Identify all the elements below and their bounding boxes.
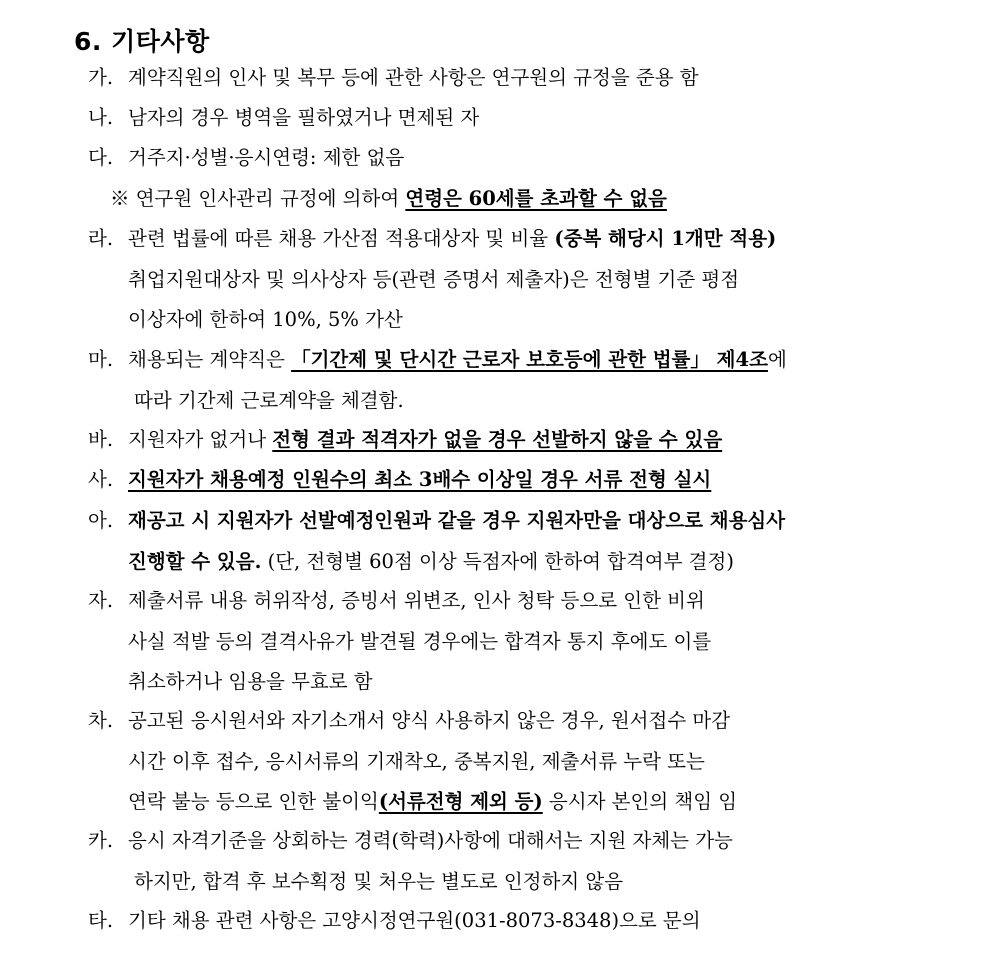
item-emphasis: 전형 결과 적격자가 없을 경우 선발하지 않을 수 있음 (272, 428, 723, 451)
age-limit-note (88, 179, 928, 220)
item-text: 채용되는 계약직은 (128, 348, 292, 371)
list-item-ka (88, 821, 928, 902)
item-marker: 마. (88, 348, 114, 371)
item-emphasis: 재공고 시 지원자가 선발예정인원과 같을 경우 지원자만을 대상으로 채용심사 (128, 509, 786, 532)
item-marker: 사. (88, 468, 114, 491)
list-item-ra (88, 219, 928, 341)
item-marker: 카. (88, 829, 114, 852)
item-text: 공고된 응시원서와 자기소개서 양식 사용하지 않은 경우, 원서접수 마감 (128, 709, 731, 732)
item-text: 거주지·성별·응시연령: 제한 없음 (128, 146, 405, 169)
item-text-suffix: 응시자 본인의 책임 임 (542, 790, 738, 813)
list-item-ga (88, 58, 928, 99)
item-text: 제출서류 내용 허위작성, 증빙서 위변조, 인사 청탁 등으로 인한 비위 (128, 589, 705, 612)
item-text-suffix: 에 (767, 348, 787, 371)
item-marker: 차. (88, 709, 114, 732)
item-marker: 가. (88, 66, 114, 89)
list-item-ta (88, 901, 928, 942)
item-text: 남자의 경우 병역을 필하였거나 면제된 자 (128, 106, 480, 129)
list-item-da (88, 138, 928, 219)
list-item-ja (88, 581, 928, 703)
item-continuation: 시간 이후 접수, 응시서류의 기재착오, 중복지원, 제출서류 누락 또는 (128, 749, 705, 773)
list-item-ba (88, 420, 928, 461)
item-text: 연락 불능 등으로 인한 불이익 (128, 790, 379, 813)
item-marker: 아. (88, 509, 114, 532)
item-text: 지원자가 없거나 (128, 428, 273, 451)
item-marker: 바. (88, 428, 114, 451)
item-continuation: 사실 적발 등의 결격사유가 발견될 경우에는 합격자 통지 후에도 이를 (128, 629, 712, 653)
section-title: 6. 기타사항 (74, 27, 210, 56)
item-emphasis: (중복 해당시 1개만 적용) (554, 227, 777, 250)
law-reference: 「기간제 및 단시간 근로자 보호등에 관한 법률」 제4조 (291, 348, 768, 371)
item-continuation: 이상자에 한하여 10%, 5% 가산 (128, 308, 403, 331)
list-item-ma (88, 340, 928, 421)
list-item-sa (88, 460, 928, 501)
item-continuation: 하지만, 합격 후 보수획정 및 처우는 별도로 인정하지 않음 (134, 869, 624, 893)
item-continuation: 취소하거나 임용을 무효로 함 (128, 670, 373, 693)
item-marker: 타. (88, 909, 114, 932)
item-text: 계약직원의 인사 및 복무 등에 관한 사항은 연구원의 규정을 준용 함 (128, 66, 699, 89)
item-marker: 나. (88, 106, 114, 129)
item-emphasis: (서류전형 제외 등) (378, 790, 543, 813)
item-emphasis: 진행할 수 있음. (128, 549, 262, 573)
item-continuation: 취업지원대상자 및 의사상자 등(관련 증명서 제출자)은 전형별 기준 평점 (128, 267, 740, 291)
item-text: 기타 채용 관련 사항은 고양시정연구원(031-8073-8348)으로 문의 (128, 909, 701, 932)
item-text-suffix: (단, 전형별 60점 이상 득점자에 한하여 합격여부 결정) (261, 549, 734, 573)
item-marker: 라. (88, 227, 114, 250)
note-emphasis: 연령은 60세를 초과할 수 없음 (405, 186, 667, 210)
list-item-na (88, 98, 928, 139)
list-item-cha (88, 701, 928, 823)
item-marker: 다. (88, 146, 114, 169)
item-continuation: 따라 기간제 근로계약을 체결함. (134, 388, 404, 412)
item-emphasis: 지원자가 채용예정 인원수의 최소 3배수 이상일 경우 서류 전형 실시 (128, 468, 712, 491)
note-text: ※ 연구원 인사관리 규정에 의하여 (110, 186, 406, 210)
item-text: 응시 자격기준을 상회하는 경력(학력)사항에 대해서는 지원 자체는 가능 (128, 829, 733, 852)
item-marker: 자. (88, 589, 114, 612)
list-item-a (88, 501, 928, 582)
item-text: 관련 법률에 따른 채용 가산점 적용대상자 및 비율 (128, 227, 555, 250)
